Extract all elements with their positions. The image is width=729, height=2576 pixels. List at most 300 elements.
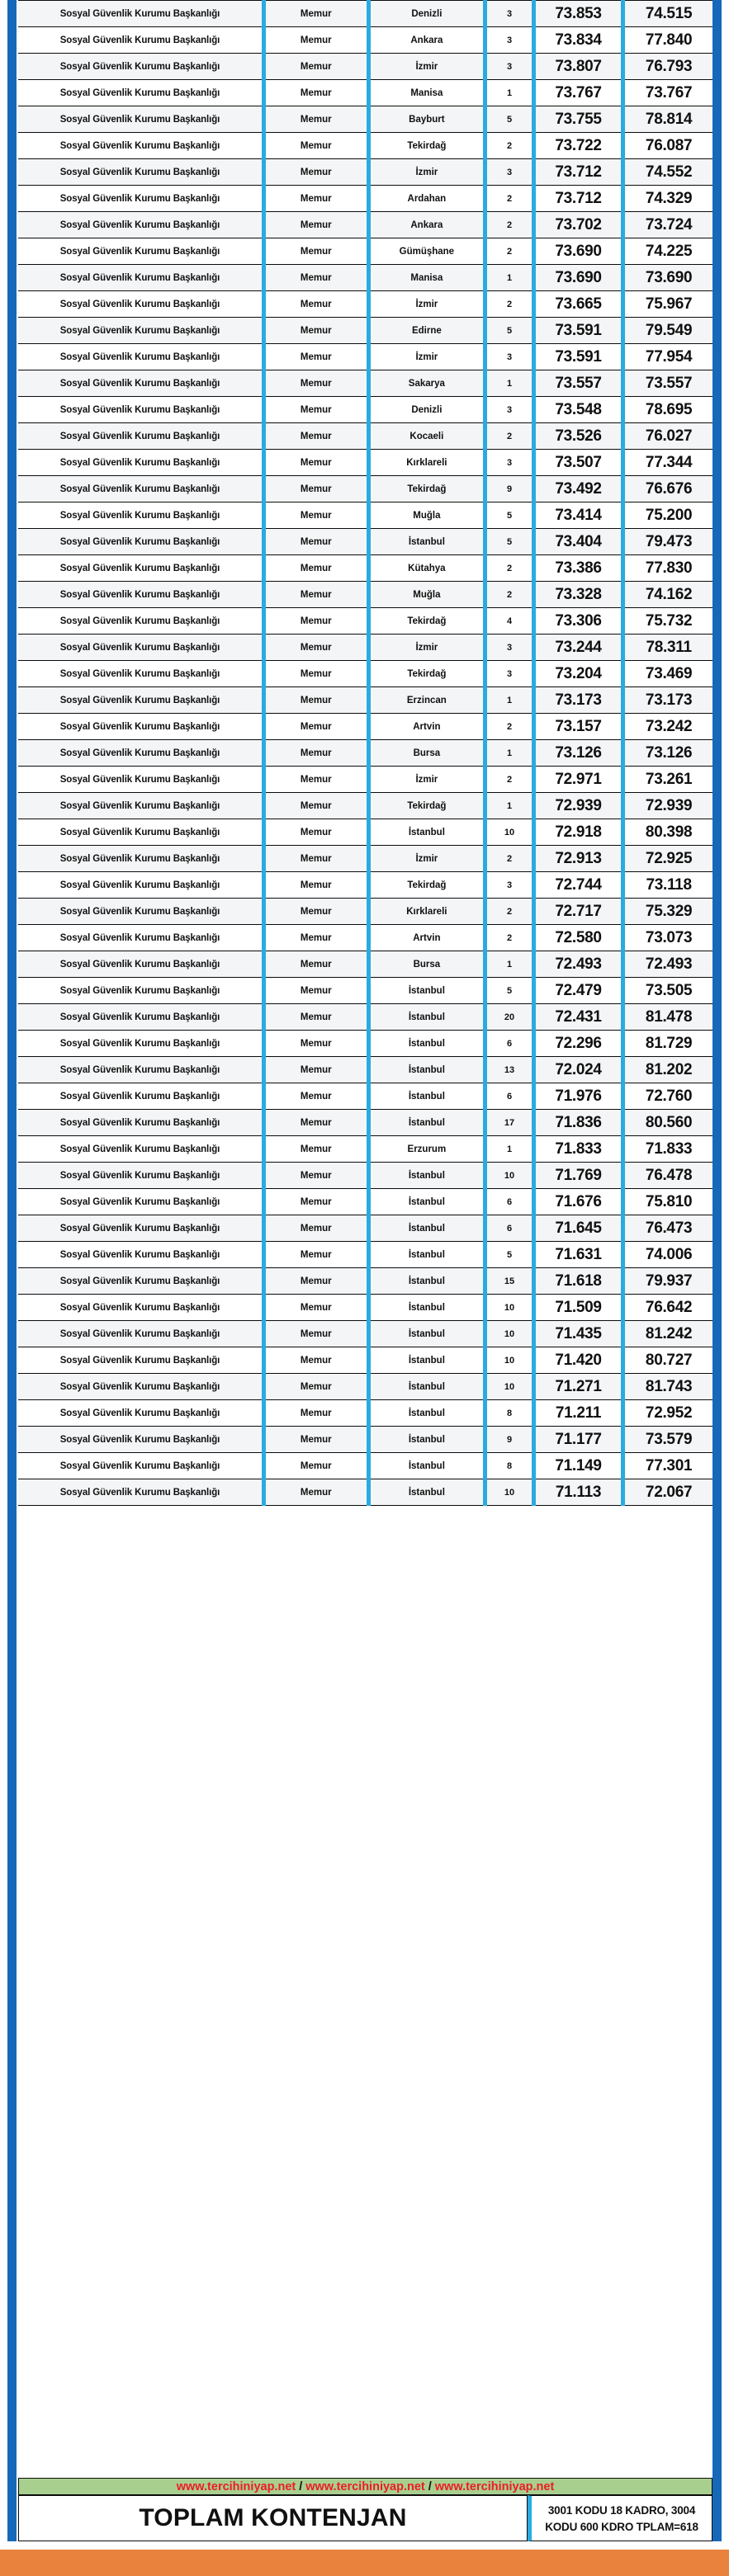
cell-title: Memur [264,872,369,899]
cell-title: Memur [264,344,369,370]
cell-max-score: 74.162 [623,582,712,608]
cell-institution: Sosyal Güvenlik Kurumu Başkanlığı [18,1268,264,1295]
cell-quota: 2 [485,186,534,212]
cell-min-score: 71.177 [533,1427,622,1453]
cell-min-score: 71.509 [533,1295,622,1321]
cell-min-score: 72.744 [533,872,622,899]
table-row [18,1189,712,1215]
cell-min-score: 73.591 [533,344,622,370]
cell-province: Artvin [368,925,485,951]
cell-max-score: 74.006 [623,1242,712,1268]
cell-quota: 13 [485,1057,534,1083]
cell-province: İzmir [368,291,485,318]
cell-quota: 6 [485,1031,534,1057]
cell-province: Ankara [368,27,485,54]
cell-title: Memur [264,291,369,318]
cell-min-score: 73.548 [533,397,622,423]
cell-province: İstanbul [368,1374,485,1400]
cell-quota: 10 [485,1374,534,1400]
cell-province: Tekirdağ [368,133,485,159]
cell-quota: 5 [485,502,534,529]
cell-quota: 2 [485,423,534,450]
cell-province: İstanbul [368,978,485,1004]
cell-max-score: 77.954 [623,344,712,370]
cell-quota: 2 [485,291,534,318]
cell-institution: Sosyal Güvenlik Kurumu Başkanlığı [18,502,264,529]
cell-title: Memur [264,159,369,186]
cell-province: İstanbul [368,1242,485,1268]
cell-quota: 3 [485,27,534,54]
cell-quota: 8 [485,1400,534,1427]
cell-province: İzmir [368,344,485,370]
cell-quota: 10 [485,1295,534,1321]
cell-province: Denizli [368,1,485,27]
cell-quota: 5 [485,1242,534,1268]
cell-quota: 4 [485,608,534,635]
table-row [18,265,712,291]
cell-institution: Sosyal Güvenlik Kurumu Başkanlığı [18,344,264,370]
cell-max-score: 72.925 [623,846,712,872]
cell-max-score: 81.478 [623,1004,712,1031]
cell-institution: Sosyal Güvenlik Kurumu Başkanlığı [18,318,264,344]
table-row [18,1057,712,1083]
cell-max-score: 73.118 [623,872,712,899]
cell-province: İstanbul [368,1479,485,1506]
cell-province: İstanbul [368,1031,485,1057]
table-row [18,27,712,54]
cell-min-score: 71.420 [533,1347,622,1374]
table-row [18,370,712,397]
cell-min-score: 73.712 [533,159,622,186]
table-row [18,1215,712,1242]
cell-quota: 10 [485,1347,534,1374]
cell-institution: Sosyal Güvenlik Kurumu Başkanlığı [18,925,264,951]
cell-max-score: 76.087 [623,133,712,159]
cell-min-score: 72.971 [533,767,622,793]
cell-institution: Sosyal Güvenlik Kurumu Başkanlığı [18,1215,264,1242]
cell-min-score: 73.755 [533,106,622,133]
cell-institution: Sosyal Güvenlik Kurumu Başkanlığı [18,978,264,1004]
cell-title: Memur [264,106,369,133]
cell-max-score: 80.727 [623,1347,712,1374]
cell-institution: Sosyal Güvenlik Kurumu Başkanlığı [18,1374,264,1400]
cell-province: İzmir [368,635,485,661]
cell-min-score: 73.665 [533,291,622,318]
table-row [18,318,712,344]
table-row [18,714,712,740]
cell-quota: 3 [485,450,534,476]
cell-max-score: 75.329 [623,899,712,925]
cell-institution: Sosyal Güvenlik Kurumu Başkanlığı [18,133,264,159]
cell-institution: Sosyal Güvenlik Kurumu Başkanlığı [18,714,264,740]
cell-max-score: 72.952 [623,1400,712,1427]
cell-title: Memur [264,370,369,397]
cell-institution: Sosyal Güvenlik Kurumu Başkanlığı [18,1453,264,1479]
footer-orange-strip [0,2546,729,2576]
cell-max-score: 75.810 [623,1189,712,1215]
table-row [18,1242,712,1268]
cell-quota: 1 [485,370,534,397]
cell-max-score: 73.126 [623,740,712,767]
cell-title: Memur [264,1427,369,1453]
quota-detail-box [528,2495,712,2541]
cell-max-score: 73.505 [623,978,712,1004]
cell-quota: 5 [485,529,534,555]
cell-institution: Sosyal Güvenlik Kurumu Başkanlığı [18,238,264,265]
table-row [18,767,712,793]
cell-min-score: 71.149 [533,1453,622,1479]
cell-institution: Sosyal Güvenlik Kurumu Başkanlığı [18,1136,264,1163]
table-body [18,1,712,1506]
cell-province: Erzurum [368,1136,485,1163]
cell-min-score: 73.126 [533,740,622,767]
cell-province: Tekirdağ [368,476,485,502]
quota-detail-line-2: KODU 600 KDRO TPLAM=618 [545,2520,698,2533]
table-row [18,1136,712,1163]
cell-province: Edirne [368,318,485,344]
cell-province: Tekirdağ [368,793,485,819]
cell-province: İstanbul [368,529,485,555]
cell-min-score: 72.024 [533,1057,622,1083]
cell-title: Memur [264,1083,369,1110]
cell-quota: 3 [485,159,534,186]
cell-title: Memur [264,1004,369,1031]
cell-institution: Sosyal Güvenlik Kurumu Başkanlığı [18,1347,264,1374]
cell-province: İstanbul [368,1321,485,1347]
cell-province: Denizli [368,397,485,423]
cell-max-score: 81.242 [623,1321,712,1347]
cell-max-score: 74.329 [623,186,712,212]
cell-max-score: 81.202 [623,1057,712,1083]
cell-quota: 2 [485,925,534,951]
promo-link-2[interactable]: www.tercihiniyap.net [305,2479,425,2493]
cell-max-score: 73.579 [623,1427,712,1453]
cell-province: İstanbul [368,819,485,846]
cell-province: İzmir [368,54,485,80]
cell-max-score: 78.695 [623,397,712,423]
cell-institution: Sosyal Güvenlik Kurumu Başkanlığı [18,687,264,714]
cell-title: Memur [264,951,369,978]
cell-title: Memur [264,80,369,106]
cell-max-score: 74.225 [623,238,712,265]
cell-province: Kütahya [368,555,485,582]
promo-separator-1: / [299,2479,303,2493]
cell-max-score: 77.344 [623,450,712,476]
table-row [18,608,712,635]
cell-min-score: 73.767 [533,80,622,106]
table-row [18,133,712,159]
promo-separator-2: / [428,2479,432,2493]
cell-institution: Sosyal Güvenlik Kurumu Başkanlığı [18,951,264,978]
cell-min-score: 71.833 [533,1136,622,1163]
cell-quota: 2 [485,212,534,238]
cell-title: Memur [264,450,369,476]
cell-min-score: 73.712 [533,186,622,212]
cell-max-score: 72.067 [623,1479,712,1506]
cell-title: Memur [264,661,369,687]
cell-min-score: 72.296 [533,1031,622,1057]
cell-quota: 15 [485,1268,534,1295]
cell-province: Sakarya [368,370,485,397]
cell-quota: 20 [485,1004,534,1031]
cell-max-score: 71.833 [623,1136,712,1163]
cell-title: Memur [264,1189,369,1215]
cell-min-score: 73.834 [533,27,622,54]
cell-quota: 10 [485,1321,534,1347]
cell-max-score: 79.937 [623,1268,712,1295]
cell-quota: 10 [485,1163,534,1189]
table-row [18,1083,712,1110]
cell-institution: Sosyal Güvenlik Kurumu Başkanlığı [18,159,264,186]
cell-min-score: 71.769 [533,1163,622,1189]
kpss-placement-table [18,0,712,1506]
cell-min-score: 73.853 [533,1,622,27]
cell-province: İstanbul [368,1083,485,1110]
cell-min-score: 72.431 [533,1004,622,1031]
cell-quota: 3 [485,661,534,687]
cell-title: Memur [264,265,369,291]
cell-quota: 1 [485,687,534,714]
cell-province: Ankara [368,212,485,238]
cell-institution: Sosyal Güvenlik Kurumu Başkanlığı [18,1031,264,1057]
cell-max-score: 81.729 [623,1031,712,1057]
cell-min-score: 73.414 [533,502,622,529]
table-row [18,1400,712,1427]
cell-quota: 3 [485,872,534,899]
cell-title: Memur [264,1268,369,1295]
cell-institution: Sosyal Güvenlik Kurumu Başkanlığı [18,635,264,661]
cell-title: Memur [264,899,369,925]
cell-institution: Sosyal Güvenlik Kurumu Başkanlığı [18,819,264,846]
cell-institution: Sosyal Güvenlik Kurumu Başkanlığı [18,423,264,450]
cell-quota: 6 [485,1215,534,1242]
cell-title: Memur [264,740,369,767]
cell-quota: 8 [485,1453,534,1479]
cell-min-score: 72.580 [533,925,622,951]
table-row [18,476,712,502]
cell-quota: 1 [485,951,534,978]
cell-min-score: 73.557 [533,370,622,397]
table-row [18,212,712,238]
cell-quota: 9 [485,1427,534,1453]
cell-max-score: 78.814 [623,106,712,133]
cell-max-score: 73.767 [623,80,712,106]
cell-title: Memur [264,1057,369,1083]
cell-max-score: 72.939 [623,793,712,819]
table-row [18,344,712,370]
cell-min-score: 73.306 [533,608,622,635]
table-row [18,1347,712,1374]
table-row [18,925,712,951]
cell-max-score: 81.743 [623,1374,712,1400]
cell-title: Memur [264,27,369,54]
right-blue-rail [712,0,722,2541]
cell-institution: Sosyal Güvenlik Kurumu Başkanlığı [18,582,264,608]
summary-bar [18,2495,712,2541]
cell-min-score: 73.328 [533,582,622,608]
cell-title: Memur [264,54,369,80]
cell-province: Tekirdağ [368,661,485,687]
cell-title: Memur [264,318,369,344]
cell-province: İstanbul [368,1163,485,1189]
cell-institution: Sosyal Güvenlik Kurumu Başkanlığı [18,1295,264,1321]
cell-title: Memur [264,687,369,714]
cell-province: Bursa [368,951,485,978]
cell-title: Memur [264,1400,369,1427]
cell-institution: Sosyal Güvenlik Kurumu Başkanlığı [18,1321,264,1347]
cell-quota: 5 [485,106,534,133]
cell-min-score: 71.976 [533,1083,622,1110]
cell-quota: 1 [485,740,534,767]
cell-title: Memur [264,476,369,502]
cell-quota: 2 [485,846,534,872]
cell-institution: Sosyal Güvenlik Kurumu Başkanlığı [18,1400,264,1427]
table-row [18,1,712,27]
cell-quota: 1 [485,1136,534,1163]
cell-min-score: 73.492 [533,476,622,502]
cell-province: İzmir [368,767,485,793]
cell-province: Artvin [368,714,485,740]
total-quota-label: TOPLAM KONTENJAN [18,2495,528,2541]
table-row [18,1427,712,1453]
cell-province: İstanbul [368,1057,485,1083]
cell-institution: Sosyal Güvenlik Kurumu Başkanlığı [18,740,264,767]
table-row [18,872,712,899]
cell-max-score: 77.840 [623,27,712,54]
cell-institution: Sosyal Güvenlik Kurumu Başkanlığı [18,212,264,238]
cell-quota: 5 [485,978,534,1004]
cell-quota: 5 [485,318,534,344]
cell-province: İstanbul [368,1215,485,1242]
cell-title: Memur [264,1479,369,1506]
table-row [18,1031,712,1057]
table-row [18,687,712,714]
promo-link-1[interactable]: www.tercihiniyap.net [176,2479,296,2493]
cell-institution: Sosyal Güvenlik Kurumu Başkanlığı [18,529,264,555]
table-row [18,159,712,186]
table-row [18,899,712,925]
table-row [18,54,712,80]
table-row [18,80,712,106]
cell-quota: 2 [485,582,534,608]
cell-min-score: 73.244 [533,635,622,661]
cell-max-score: 80.560 [623,1110,712,1136]
cell-min-score: 73.507 [533,450,622,476]
cell-institution: Sosyal Güvenlik Kurumu Başkanlığı [18,27,264,54]
cell-quota: 10 [485,819,534,846]
cell-province: Bayburt [368,106,485,133]
table-row [18,186,712,212]
cell-title: Memur [264,793,369,819]
cell-title: Memur [264,582,369,608]
cell-institution: Sosyal Güvenlik Kurumu Başkanlığı [18,186,264,212]
cell-max-score: 77.830 [623,555,712,582]
cell-institution: Sosyal Güvenlik Kurumu Başkanlığı [18,1427,264,1453]
cell-min-score: 71.211 [533,1400,622,1427]
table-row [18,978,712,1004]
cell-title: Memur [264,1242,369,1268]
cell-quota: 1 [485,265,534,291]
cell-max-score: 73.261 [623,767,712,793]
cell-max-score: 76.676 [623,476,712,502]
cell-province: İstanbul [368,1110,485,1136]
cell-province: İstanbul [368,1004,485,1031]
quota-detail-line-1: 3001 KODU 18 KADRO, 3004 [547,2503,696,2517]
cell-title: Memur [264,502,369,529]
cell-institution: Sosyal Güvenlik Kurumu Başkanlığı [18,1083,264,1110]
cell-min-score: 71.676 [533,1189,622,1215]
cell-max-score: 73.557 [623,370,712,397]
table-row [18,1479,712,1506]
cell-institution: Sosyal Güvenlik Kurumu Başkanlığı [18,608,264,635]
cell-institution: Sosyal Güvenlik Kurumu Başkanlığı [18,899,264,925]
cell-max-score: 80.398 [623,819,712,846]
cell-title: Memur [264,978,369,1004]
cell-province: İzmir [368,159,485,186]
cell-quota: 2 [485,714,534,740]
cell-title: Memur [264,1110,369,1136]
cell-quota: 2 [485,238,534,265]
cell-max-score: 72.760 [623,1083,712,1110]
table-row [18,423,712,450]
cell-min-score: 73.591 [533,318,622,344]
cell-title: Memur [264,819,369,846]
cell-max-score: 75.200 [623,502,712,529]
cell-title: Memur [264,1374,369,1400]
cell-title: Memur [264,1347,369,1374]
cell-institution: Sosyal Güvenlik Kurumu Başkanlığı [18,397,264,423]
cell-min-score: 72.918 [533,819,622,846]
cell-min-score: 73.702 [533,212,622,238]
cell-province: Muğla [368,582,485,608]
cell-min-score: 73.690 [533,265,622,291]
cell-quota: 2 [485,133,534,159]
cell-quota: 10 [485,1479,534,1506]
cell-institution: Sosyal Güvenlik Kurumu Başkanlığı [18,555,264,582]
cell-province: İzmir [368,846,485,872]
table-row [18,502,712,529]
cell-min-score: 72.913 [533,846,622,872]
cell-institution: Sosyal Güvenlik Kurumu Başkanlığı [18,1004,264,1031]
cell-min-score: 71.836 [533,1110,622,1136]
cell-min-score: 71.631 [533,1242,622,1268]
cell-province: Gümüşhane [368,238,485,265]
cell-min-score: 71.113 [533,1479,622,1506]
cell-province: İstanbul [368,1400,485,1427]
cell-max-score: 74.515 [623,1,712,27]
table-row [18,819,712,846]
cell-max-score: 73.469 [623,661,712,687]
table-row [18,106,712,133]
left-blue-rail [7,0,17,2541]
cell-min-score: 73.204 [533,661,622,687]
cell-min-score: 72.939 [533,793,622,819]
cell-institution: Sosyal Güvenlik Kurumu Başkanlığı [18,80,264,106]
cell-institution: Sosyal Güvenlik Kurumu Başkanlığı [18,291,264,318]
cell-quota: 6 [485,1189,534,1215]
cell-province: Erzincan [368,687,485,714]
cell-min-score: 73.807 [533,54,622,80]
cell-quota: 17 [485,1110,534,1136]
cell-province: Kırklareli [368,450,485,476]
cell-title: Memur [264,397,369,423]
cell-min-score: 73.690 [533,238,622,265]
cell-province: Kırklareli [368,899,485,925]
cell-title: Memur [264,423,369,450]
cell-institution: Sosyal Güvenlik Kurumu Başkanlığı [18,1189,264,1215]
cell-title: Memur [264,925,369,951]
promo-link-3[interactable]: www.tercihiniyap.net [434,2479,555,2493]
